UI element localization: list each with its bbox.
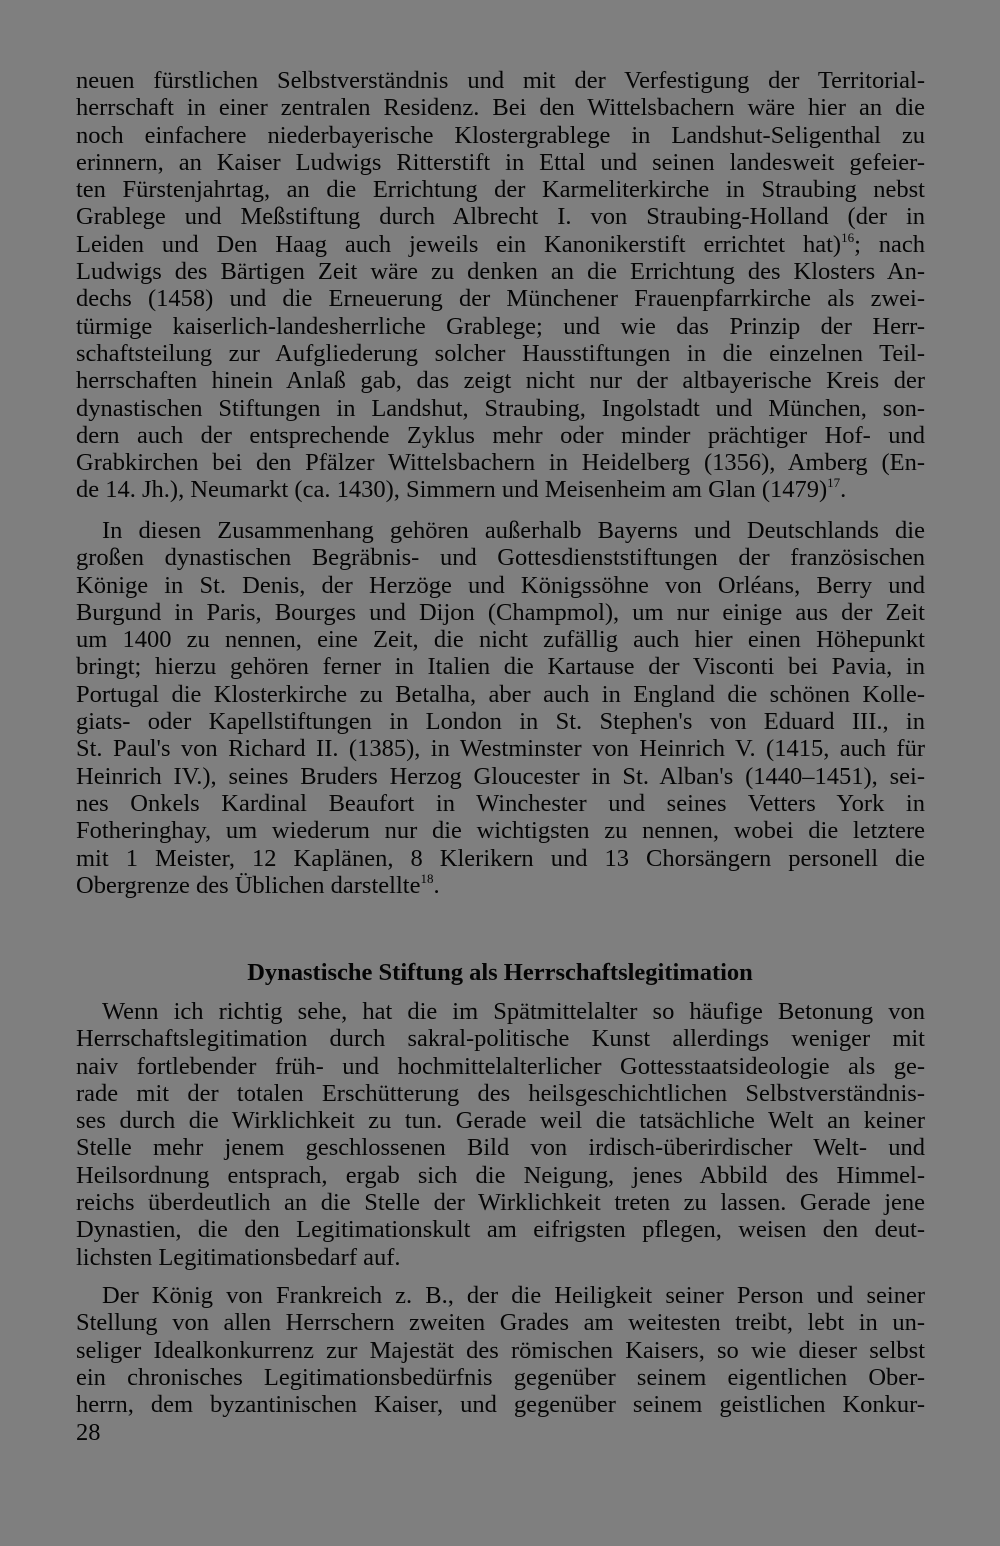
text-line xyxy=(76,735,925,762)
text-line xyxy=(76,1337,925,1364)
section-heading: Dynastische Stiftung als Herrschaftslegitimation xyxy=(247,959,753,986)
text-line xyxy=(76,1025,925,1052)
line-text-after-note: . xyxy=(433,871,440,899)
line-text: erinnern, an Kaiser Ludwigs Ritterstift in Ettal und seinen landesweit gefeier- xyxy=(76,148,925,176)
text-line xyxy=(76,1364,925,1391)
text-line xyxy=(76,708,925,735)
text-line xyxy=(76,1309,925,1336)
line-text: ten Fürstenjahrtag, an die Errichtung der Karmeliterkirche in Straubing nebst xyxy=(76,176,925,204)
line-text: Obergrenze des Üblichen darstellte xyxy=(76,871,421,899)
paragraph-4 xyxy=(76,1282,925,1418)
line-text: neuen fürstlichen Selbstverständnis und mit der Verfestigung der Territorial- xyxy=(76,67,925,94)
line-text: Herrschaftslegitimation durch sakral-politische Kunst allerdings weniger mit xyxy=(76,1025,925,1053)
text-line xyxy=(76,395,925,422)
line-text: reichs überdeutlich an die Stelle der Wirklichkeit treten zu lassen. Gerade jene xyxy=(76,1189,925,1217)
line-text: St. Paul's von Richard II. (1385), in Westminster von Heinrich V. (1415, auch für xyxy=(76,735,925,763)
text-line xyxy=(76,449,925,476)
line-text: Grablege und Meßstiftung durch Albrecht I. von Straubing-Holland (der in xyxy=(76,203,925,231)
line-text: Ludwigs des Bärtigen Zeit wäre zu denken an die Errichtung des Klosters An- xyxy=(76,258,925,286)
footnote-marker: 16 xyxy=(841,229,855,245)
line-text: dechs (1458) und die Erneuerung der Münchener Frauenpfarrkirche als zwei- xyxy=(76,285,925,313)
text-line xyxy=(76,94,925,121)
line-text: naiv fortlebender früh- und hochmittelalterlicher Gottesstaatsideologie als ge- xyxy=(76,1052,925,1080)
text-line xyxy=(76,544,925,571)
line-text: Heinrich IV.), seines Bruders Herzog Gloucester in St. Alban's (1440–1451), sei- xyxy=(76,762,925,790)
text-line xyxy=(76,1189,925,1216)
text-line xyxy=(76,1134,925,1161)
text-line xyxy=(76,763,925,790)
line-text: ses durch die Wirklichkeit zu tun. Gerade weil die tatsächliche Welt an keiner xyxy=(76,1107,925,1135)
line-text: schaftsteilung zur Aufgliederung solcher Hausstiftungen in die einzelnen Teil- xyxy=(76,339,925,367)
line-text: herrn, dem byzantinischen Kaiser, und gegenüber seinem geistlichen Konkur- xyxy=(76,1391,925,1419)
text-line xyxy=(76,626,925,653)
line-text: Könige in St. Denis, der Herzöge und Königssöhne von Orléans, Berry und xyxy=(76,571,925,599)
text-line xyxy=(76,176,925,203)
text-line xyxy=(76,1053,925,1080)
text-line xyxy=(76,476,925,503)
text-line xyxy=(76,653,925,680)
line-text: Portugal die Klosterkirche zu Betalha, aber auch in England die schönen Kolle- xyxy=(76,680,925,708)
line-text: ein chronisches Legitimationsbedürfnis gegenüber seinem eigentlichen Ober- xyxy=(76,1363,925,1391)
paragraph-2 xyxy=(76,517,925,899)
line-text: herrschaften hinein Anlaß gab, das zeigt nicht nur der altbayerische Kreis der xyxy=(76,367,925,395)
line-text: nes Onkels Kardinal Beaufort in Winchester und seines Vetters York in xyxy=(76,789,925,817)
line-text: türmige kaiserlich-landesherrliche Grablege; und wie das Prinzip der Herr- xyxy=(76,312,925,340)
text-line xyxy=(76,422,925,449)
line-text: Heilsordnung entsprach, ergab sich die Neigung, jenes Abbild des Himmel- xyxy=(76,1161,925,1189)
line-text: Leiden und Den Haag auch jeweils ein Kanonikerstift errichtet hat) xyxy=(76,230,842,258)
text-line xyxy=(76,872,925,899)
text-line xyxy=(76,203,925,230)
line-text: mit 1 Meister, 12 Kaplänen, 8 Klerikern und 13 Chorsängern personell die xyxy=(76,844,925,872)
line-text: bringt; hierzu gehören ferner in Italien die Kartause der Visconti bei Pavia, in xyxy=(76,653,925,681)
text-line xyxy=(76,1244,925,1271)
line-text: Stelle mehr jenem geschlossenen Bild von irdisch-überirdischer Welt- und xyxy=(76,1134,925,1162)
text-line xyxy=(76,1080,925,1107)
text-line xyxy=(76,681,925,708)
line-text: Burgund in Paris, Bourges und Dijon (Champmol), um nur einige aus der Zeit xyxy=(76,598,925,626)
line-text: noch einfachere niederbayerische Klostergrablege in Landshut-Seligenthal zu xyxy=(76,121,925,149)
line-text: seliger Idealkonkurrenz zur Majestät des römischen Kaisers, so wie dieser selbst xyxy=(76,1336,925,1364)
text-line xyxy=(76,149,925,176)
line-text: Wenn ich richtig sehe, hat die im Spätmittelalter so häufige Betonung von xyxy=(102,998,925,1025)
text-line xyxy=(76,817,925,844)
line-text: Grabkirchen bei den Pfälzer Wittelsbachern in Heidelberg (1356), Amberg (En- xyxy=(76,449,925,477)
text-line xyxy=(76,1282,925,1309)
text-line xyxy=(76,231,925,258)
text-line xyxy=(76,367,925,394)
line-text: rade mit der totalen Erschütterung des heilsgeschichtlichen Selbstverständnis- xyxy=(76,1079,925,1107)
line-text: giats- oder Kapellstiftungen in London in St. Stephen's von Eduard III., in xyxy=(76,708,925,736)
text-line xyxy=(76,258,925,285)
footnote-marker: 17 xyxy=(827,475,841,491)
text-line xyxy=(76,285,925,312)
line-text: lichsten Legitimationsbedarf auf. xyxy=(76,1243,401,1271)
footnote-marker: 18 xyxy=(420,870,434,886)
text-line xyxy=(76,1162,925,1189)
line-text: Dynastien, die den Legitimationskult am eifrigsten pflegen, weisen den deut- xyxy=(76,1216,925,1244)
line-text: herrschaft in einer zentralen Residenz. Bei den Wittelsbachern wäre hier an die xyxy=(76,94,925,122)
text-line xyxy=(76,517,925,544)
line-text-after-note: ; nach xyxy=(854,230,926,258)
text-line xyxy=(76,1216,925,1243)
line-text: dynastischen Stiftungen in Landshut, Straubing, Ingolstadt und München, son- xyxy=(76,394,925,422)
paragraph-1 xyxy=(76,67,925,504)
line-text-after-note: . xyxy=(840,476,847,504)
text-line xyxy=(76,1107,925,1134)
text-line xyxy=(76,845,925,872)
text-line xyxy=(76,67,925,94)
line-text: In diesen Zusammenhang gehören außerhalb Bayerns und Deutschlands die xyxy=(102,517,925,544)
text-line xyxy=(76,790,925,817)
text-line xyxy=(76,1391,925,1418)
text-line xyxy=(76,998,925,1025)
page-number: 28 xyxy=(76,1419,101,1446)
line-text: dern auch der entsprechende Zyklus mehr oder minder prächtiger Hof- und xyxy=(76,421,925,449)
line-text: großen dynastischen Begräbnis- und Gottesdienststiftungen der französischen xyxy=(76,544,925,572)
line-text: Fotheringhay, um wiederum nur die wichtigsten zu nennen, wobei die letztere xyxy=(76,817,925,845)
line-text: Der König von Frankreich z. B., der die Heiligkeit seiner Person und seiner xyxy=(102,1282,925,1309)
line-text: um 1400 zu nennen, eine Zeit, die nicht zufällig auch hier einen Höhepunkt xyxy=(76,626,925,654)
text-line xyxy=(76,599,925,626)
text-line xyxy=(76,313,925,340)
text-line xyxy=(76,572,925,599)
text-line xyxy=(76,122,925,149)
paragraph-3 xyxy=(76,998,925,1271)
line-text: Stellung von allen Herrschern zweiten Grades am weitesten treibt, lebt in un- xyxy=(76,1309,925,1337)
line-text: de 14. Jh.), Neumarkt (ca. 1430), Simmern und Meisenheim am Glan (1479) xyxy=(76,476,828,504)
text-line xyxy=(76,340,925,367)
